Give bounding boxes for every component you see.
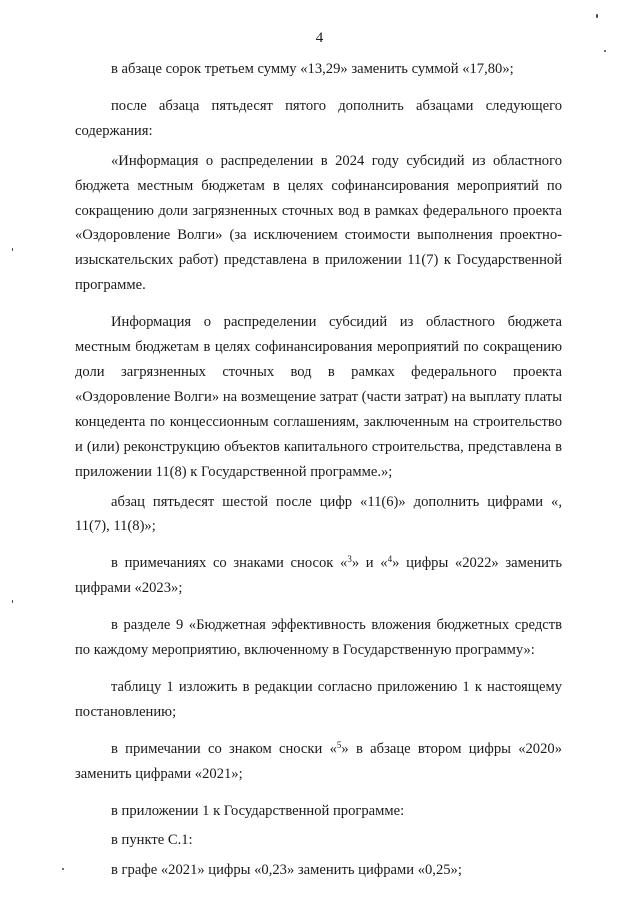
- scan-speck: [604, 50, 606, 52]
- scan-speck: [596, 14, 598, 18]
- scan-speck: [12, 600, 13, 603]
- paragraph: в разделе 9 «Бюджетная эффективность вложения бюджетных средств по каждому мероприятию, включенному в Государственную программу»:: [75, 617, 562, 659]
- footnote-mark: 3: [347, 554, 352, 565]
- paragraph: «Информация о распределении в 2024 году субсидий из областного бюджета местным бюджетам в целях софинансирования мероприятий по сокращению доли загрязненных сточных вод в рамках федерального проекта «Оздоровление Волги» (за исключением стоимости выполнения проектно-изыскательских работ) представлена в приложении 11(7) к Государственной программе.: [75, 152, 562, 294]
- footnote-mark: 4: [387, 554, 393, 565]
- paragraph-footnote: в примечании со знаком сноски «$^5$» в абзаце втором цифры «2020» заменить цифрами «2021»;: [75, 739, 562, 782]
- paragraph: таблицу 1 изложить в редакции согласно приложению 1 к настоящему постановлению;: [75, 678, 562, 720]
- paragraph: в графе «2021» цифры «0,23» заменить цифрами «0,25»;: [111, 862, 462, 879]
- paragraph: Информация о распределении субсидий из областного бюджета местным бюджетам в целях софинансирования мероприятий по сокращению доли загрязненных сточных вод в рамках федерального проекта «Оздоровление Волги» на возмещение затрат (части затрат) на выплату платы концедента по концессионным соглашениям, заключенным на строительство и (или) реконструкцию объектов капитального строительства, представлена в приложении 11(8) к Государственной программе.»;: [75, 314, 562, 480]
- scan-speck: [12, 248, 13, 251]
- paragraph: абзац пятьдесят шестой после цифр «11(6)» дополнить цифрами «, 11(7), 11(8)»;: [75, 493, 562, 535]
- paragraph-footnotes: в примечаниях со знаками сносок «$^3$» и «$^4$» цифры «2022» заменить цифрами «2023»;: [75, 554, 562, 597]
- paragraph: в абзаце сорок третьем сумму «13,29» заменить суммой «17,80»;: [111, 61, 514, 77]
- paragraph: после абзаца пятьдесят пятого дополнить абзацами следующего содержания:: [75, 97, 562, 139]
- paragraph: в приложении 1 к Государственной программе:: [111, 802, 405, 819]
- scan-speck: [62, 868, 64, 870]
- document-body: [75, 57, 562, 895]
- footnote-mark: 5: [336, 739, 342, 750]
- paragraph: в пункте С.1:: [111, 832, 193, 849]
- page-number: 4: [315, 30, 324, 46]
